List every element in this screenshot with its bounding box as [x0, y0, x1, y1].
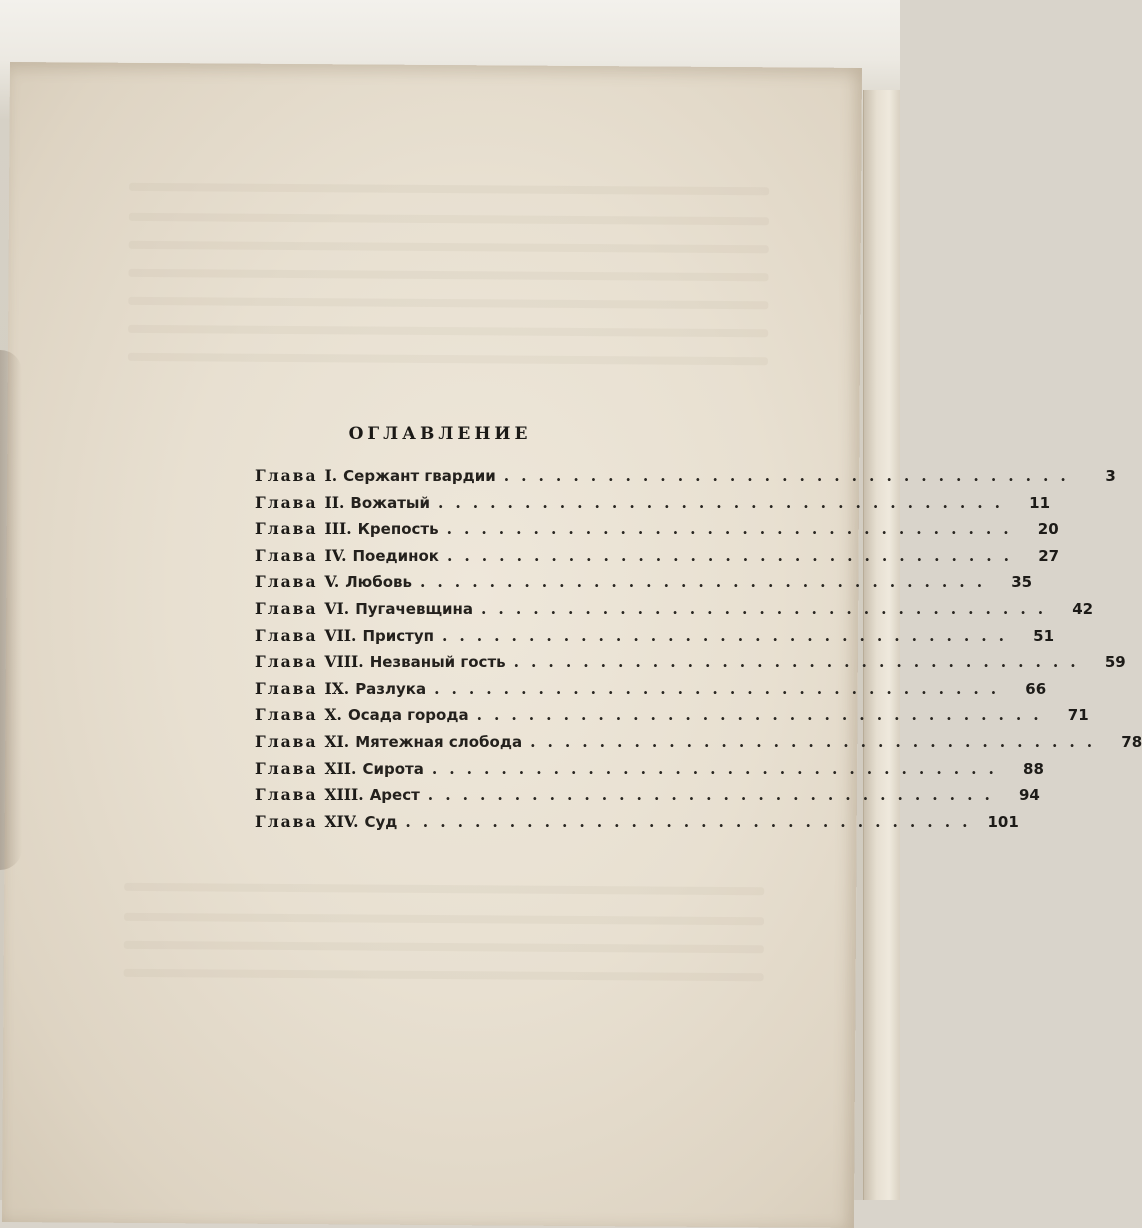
chapter-title: Вожатый — [350, 493, 430, 512]
page-number: 11 — [1029, 493, 1051, 512]
chapter-title: Незваный гость — [369, 653, 506, 672]
chapter-word: Глава — [255, 678, 318, 698]
table-of-contents — [255, 466, 1142, 838]
chapter-numeral: II. — [324, 492, 345, 512]
toc-entry — [255, 731, 1142, 759]
leader-dots: ................................. — [513, 652, 1088, 672]
chapter-word: Глава — [255, 731, 318, 751]
bleed-through-line — [124, 883, 764, 895]
chapter-word: Глава — [255, 705, 318, 725]
bleed-through-line — [128, 325, 768, 337]
bleed-through-line — [129, 269, 769, 281]
leader-dots: ................................. — [427, 785, 1002, 805]
page-number: 94 — [1019, 786, 1040, 805]
chapter-title: Пугачевщина — [355, 599, 474, 618]
chapter-title: Арест — [369, 786, 420, 805]
toc-entry — [255, 545, 1060, 573]
bleed-through-line — [128, 297, 768, 309]
page-number: 27 — [1038, 546, 1060, 565]
chapter-title: Разлука — [355, 679, 427, 698]
page-number: 35 — [1011, 573, 1033, 592]
toc-entry — [255, 625, 1055, 653]
chapter-title: Поединок — [352, 546, 439, 565]
toc-entry — [255, 652, 1126, 679]
toc-entry — [255, 572, 1033, 599]
page-edge — [863, 90, 900, 1200]
bleed-through-line — [124, 941, 764, 953]
chapter-title: Приступ — [362, 626, 434, 645]
bleed-through-line — [124, 913, 764, 925]
chapter-numeral: IX. — [324, 678, 350, 698]
toc-entry — [255, 785, 1040, 812]
chapter-numeral: XIV. — [324, 811, 359, 831]
toc-entry — [255, 678, 1047, 706]
toc-heading: ОГЛАВЛЕНИЕ — [348, 424, 532, 444]
page-number: 59 — [1104, 653, 1126, 672]
toc-entry — [255, 811, 1019, 839]
leader-dots: ................................. — [431, 758, 1006, 778]
chapter-word: Глава — [255, 519, 318, 539]
toc-entry — [255, 598, 1094, 626]
finger-shadow — [0, 350, 22, 870]
chapter-numeral: IV. — [324, 545, 347, 565]
bleed-through-line — [129, 183, 769, 195]
toc-entry — [255, 758, 1044, 786]
chapter-word: Глава — [255, 545, 318, 565]
chapter-title: Крепость — [357, 520, 439, 539]
leader-dots: ................................. — [420, 572, 995, 592]
leader-dots: ................................. — [446, 519, 1021, 539]
toc-entry — [255, 492, 1051, 520]
chapter-numeral: III. — [324, 519, 352, 539]
page-number: 88 — [1023, 759, 1044, 778]
page-number: 78 — [1121, 732, 1142, 751]
chapter-numeral: XII. — [324, 758, 357, 778]
chapter-title: Сирота — [362, 759, 424, 778]
leader-dots: ................................. — [503, 466, 1078, 485]
leader-dots: ................................. — [405, 811, 980, 831]
chapter-title: Мятежная слобода — [355, 732, 523, 751]
leader-dots: ................................. — [530, 731, 1105, 751]
chapter-numeral: VI. — [324, 598, 350, 618]
toc-entry — [255, 705, 1089, 732]
chapter-title: Осада города — [347, 706, 469, 725]
chapter-word: Глава — [255, 466, 318, 485]
leader-dots: ................................. — [434, 678, 1009, 698]
page-number: 71 — [1067, 706, 1089, 725]
chapter-numeral: V. — [324, 572, 340, 592]
leader-dots: ................................. — [446, 545, 1022, 565]
page-number: 51 — [1033, 626, 1055, 645]
chapter-word: Глава — [255, 811, 318, 831]
page-number: 3 — [1105, 467, 1116, 485]
leader-dots: ................................. — [441, 625, 1017, 645]
chapter-numeral: XI. — [324, 731, 350, 751]
page-number: 66 — [1025, 679, 1047, 698]
chapter-word: Глава — [255, 625, 318, 645]
chapter-title: Сержант гвардии — [343, 467, 496, 485]
chapter-word: Глава — [255, 785, 318, 805]
leader-dots: ................................. — [476, 705, 1051, 725]
chapter-numeral: VIII. — [324, 652, 364, 672]
bleed-through-line — [124, 969, 764, 981]
page-number: 101 — [987, 812, 1019, 831]
bleed-through-line — [129, 213, 769, 225]
toc-entry — [255, 519, 1059, 546]
leader-dots: ................................. — [481, 598, 1056, 618]
chapter-numeral: X. — [324, 705, 342, 725]
chapter-word: Глава — [255, 758, 318, 778]
chapter-word: Глава — [255, 652, 318, 672]
bleed-through-line — [128, 353, 768, 365]
chapter-word: Глава — [255, 572, 318, 592]
toc-entry — [255, 466, 1116, 493]
chapter-numeral: XIII. — [324, 785, 364, 805]
chapter-word: Глава — [255, 492, 318, 512]
chapter-numeral: I. — [324, 466, 338, 485]
chapter-numeral: VII. — [324, 625, 357, 645]
page-number: 20 — [1037, 520, 1059, 539]
bleed-through-line — [129, 241, 769, 253]
chapter-title: Любовь — [345, 573, 413, 592]
chapter-word: Глава — [255, 598, 318, 618]
chapter-title: Суд — [364, 812, 398, 831]
leader-dots: ................................. — [437, 492, 1013, 512]
page-number: 42 — [1072, 599, 1094, 618]
